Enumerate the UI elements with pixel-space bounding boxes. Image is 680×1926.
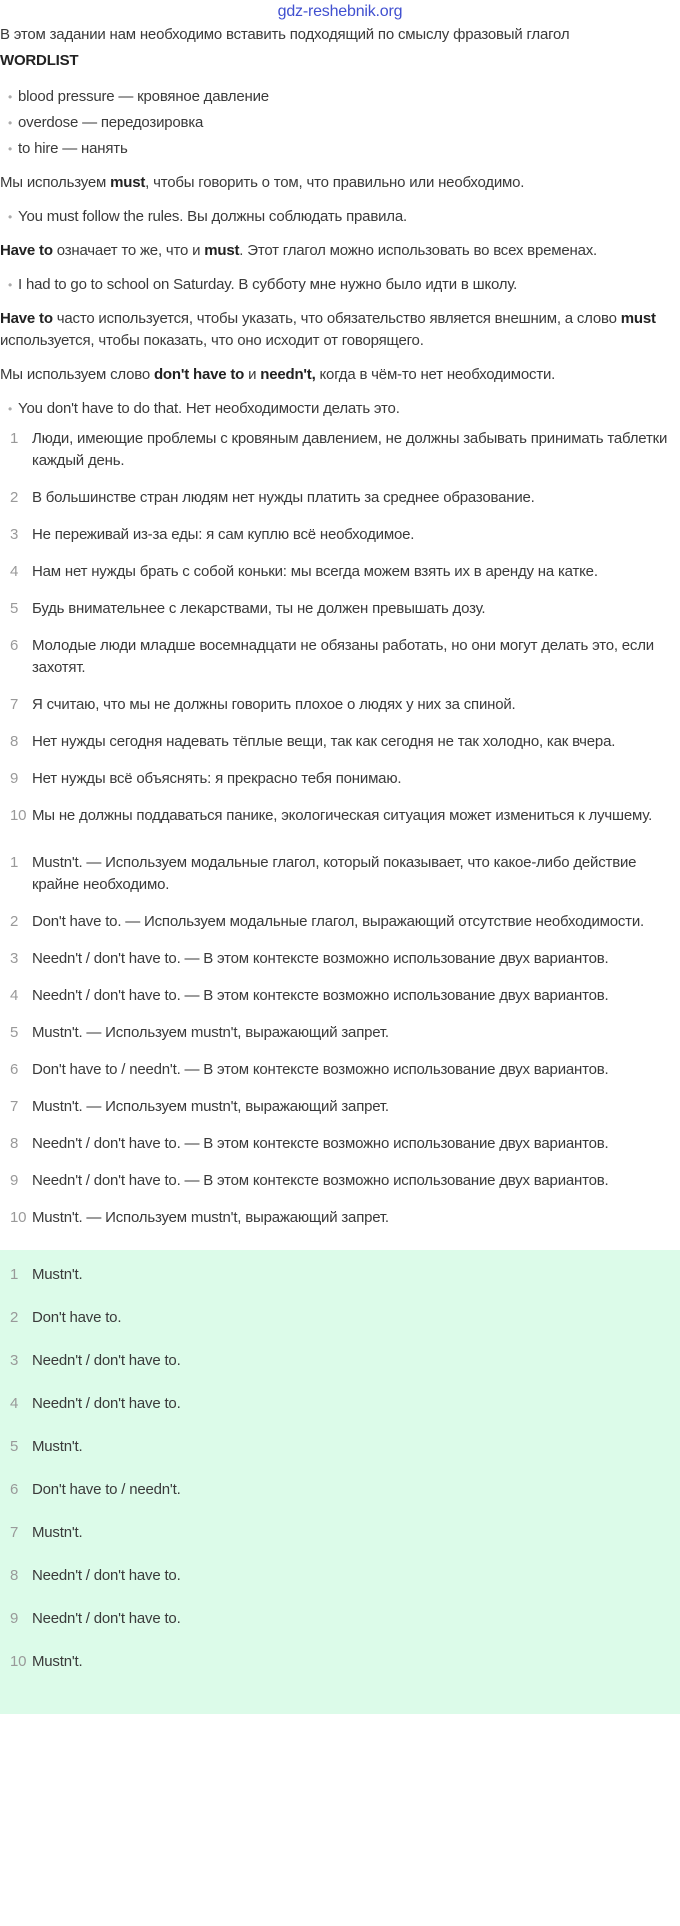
translation-item bbox=[0, 598, 680, 620]
wordlist-title: WORDLIST bbox=[0, 52, 79, 69]
item-number: 6 bbox=[10, 1061, 19, 1078]
item-text: Mustn't. bbox=[32, 1653, 83, 1670]
item-text: Don't have to. — Используем модальные глагол, выражающий отсутствие необходимости. bbox=[32, 913, 644, 930]
text: . Этот глагол можно использовать во всех временах. bbox=[239, 242, 597, 259]
translation-item bbox=[0, 805, 680, 827]
translation-item bbox=[0, 694, 680, 716]
answer-item bbox=[0, 1307, 680, 1329]
answer-item bbox=[0, 1608, 680, 1630]
item-number: 4 bbox=[10, 1395, 19, 1412]
item-number: 1 bbox=[10, 430, 19, 447]
item-number: 8 bbox=[10, 1567, 19, 1584]
explanation-item bbox=[0, 911, 680, 933]
item-text: Needn't / don't have to. bbox=[32, 1352, 181, 1369]
item-number: 4 bbox=[10, 987, 19, 1004]
item-number: 8 bbox=[10, 733, 19, 750]
item-text: Мы не должны поддаваться панике, экологическая ситуация может измениться к лучшему. bbox=[32, 807, 653, 824]
item-text: Don't have to. bbox=[32, 1309, 122, 1326]
text: используется, чтобы показать, что оно исходит от говорящего. bbox=[0, 332, 424, 349]
wordlist-item: • to hire — нанять bbox=[0, 138, 680, 160]
text: означает то же, что и bbox=[52, 242, 205, 259]
item-text: Не переживай из-за еды: я сам куплю всё необходимое. bbox=[32, 526, 415, 543]
text: и bbox=[244, 366, 261, 383]
answer-item bbox=[0, 1565, 680, 1587]
header-watermark: gdz-reshebnik.org bbox=[277, 3, 403, 20]
example: • You don't have to do that. Нет необходимости делать это. bbox=[0, 398, 680, 420]
item-text: Нет нужды сегодня надевать тёплые вещи, так как сегодня не так холодно, как вчера. bbox=[32, 733, 616, 750]
theory-paragraph bbox=[0, 308, 672, 352]
item-text: Mustn't. bbox=[32, 1524, 83, 1541]
explanation-item bbox=[0, 1133, 680, 1155]
translation-item bbox=[0, 731, 680, 753]
item-text: Mustn't. — Используем модальные глагол, который показывает, что какое-либо действие крайне необходимо. bbox=[32, 854, 637, 893]
bold-term: don't have to bbox=[153, 366, 245, 383]
item-text: Needn't / don't have to. — В этом контексте возможно использование двух вариантов. bbox=[32, 1135, 609, 1152]
item-number: 10 bbox=[10, 807, 27, 824]
answer-item bbox=[0, 1651, 680, 1673]
item-text: Mustn't. — Используем mustn't, выражающий запрет. bbox=[32, 1024, 389, 1041]
item-number: 5 bbox=[10, 1024, 19, 1041]
explanation-item bbox=[0, 1059, 680, 1081]
item-number: 7 bbox=[10, 696, 19, 713]
explanation-item bbox=[0, 948, 680, 970]
answer-item bbox=[0, 1393, 680, 1415]
item-text: Я считаю, что мы не должны говорить плохое о людях у них за спиной. bbox=[32, 696, 516, 713]
item-number: 3 bbox=[10, 1352, 19, 1369]
item-text: Needn't / don't have to. bbox=[32, 1567, 181, 1584]
item-number: 3 bbox=[10, 950, 19, 967]
item-text: Будь внимательнее с лекарствами, ты не должен превышать дозу. bbox=[32, 600, 486, 617]
example: • I had to go to school on Saturday. В субботу мне нужно было идти в школу. bbox=[0, 274, 680, 296]
theory-paragraph bbox=[0, 172, 672, 194]
item-number: 9 bbox=[10, 1172, 19, 1189]
item-number: 6 bbox=[10, 1481, 19, 1498]
text: Мы используем bbox=[0, 174, 111, 191]
translation-item bbox=[0, 487, 680, 509]
item-number: 5 bbox=[10, 1438, 19, 1455]
translation-item bbox=[0, 635, 680, 679]
wordlist-item: • blood pressure — кровяное давление bbox=[0, 86, 680, 108]
bold-term: must bbox=[620, 310, 656, 327]
item-number: 10 bbox=[10, 1209, 27, 1226]
item-number: 6 bbox=[10, 637, 19, 654]
example: • You must follow the rules. Вы должны соблюдать правила. bbox=[0, 206, 680, 228]
bold-term: must bbox=[204, 242, 240, 259]
item-text: Mustn't. bbox=[32, 1266, 83, 1283]
bold-term: Have to bbox=[0, 242, 53, 259]
text: , чтобы говорить о том, что правильно или необходимо. bbox=[145, 174, 525, 191]
item-number: 7 bbox=[10, 1098, 19, 1115]
item-number: 3 bbox=[10, 526, 19, 543]
theory-paragraph bbox=[0, 364, 672, 386]
item-text: Нет нужды всё объяснять: я прекрасно тебя понимаю. bbox=[32, 770, 402, 787]
explanations-list bbox=[0, 848, 680, 1250]
item-number: 7 bbox=[10, 1524, 19, 1541]
answer-item bbox=[0, 1436, 680, 1458]
explanation-item bbox=[0, 1170, 680, 1192]
item-text: Нам нет нужды брать с собой коньки: мы всегда можем взять их в аренду на катке. bbox=[32, 563, 598, 580]
text: часто используется, чтобы указать, что обязательство является внешним, а слово bbox=[52, 310, 621, 327]
translation-item bbox=[0, 524, 680, 546]
explanation-item bbox=[0, 985, 680, 1007]
item-number: 9 bbox=[10, 770, 19, 787]
explanation-item bbox=[0, 852, 680, 896]
bold-term: must bbox=[110, 174, 146, 191]
text: Мы используем слово bbox=[0, 366, 154, 383]
item-number: 8 bbox=[10, 1135, 19, 1152]
item-number: 10 bbox=[10, 1653, 27, 1670]
answer-item bbox=[0, 1522, 680, 1544]
item-text: Mustn't. — Используем mustn't, выражающий запрет. bbox=[32, 1098, 389, 1115]
item-number: 2 bbox=[10, 1309, 19, 1326]
item-text: Mustn't. bbox=[32, 1438, 83, 1455]
intro-text: В этом задании нам необходимо вставить подходящий по смыслу фразовый глагол bbox=[0, 26, 570, 43]
theory-paragraph bbox=[0, 240, 672, 262]
item-number: 4 bbox=[10, 563, 19, 580]
item-text: Needn't / don't have to. — В этом контексте возможно использование двух вариантов. bbox=[32, 987, 609, 1004]
item-number: 2 bbox=[10, 489, 19, 506]
translations-list bbox=[0, 424, 680, 848]
item-text: Mustn't. — Используем mustn't, выражающий запрет. bbox=[32, 1209, 389, 1226]
item-text: Needn't / don't have to. — В этом контексте возможно использование двух вариантов. bbox=[32, 950, 609, 967]
item-text: Don't have to / needn't. — В этом контексте возможно использование двух вариантов. bbox=[32, 1061, 609, 1078]
translation-item bbox=[0, 561, 680, 583]
item-text: Needn't / don't have to. — В этом контексте возможно использование двух вариантов. bbox=[32, 1172, 609, 1189]
explanation-item bbox=[0, 1096, 680, 1118]
item-number: 2 bbox=[10, 913, 19, 930]
answer-item bbox=[0, 1479, 680, 1501]
translation-item bbox=[0, 428, 680, 472]
answer-item bbox=[0, 1350, 680, 1372]
item-text: Молодые люди младше восемнадцати не обязаны работать, но они могут делать это, если захотят. bbox=[32, 637, 654, 676]
item-text: Don't have to / needn't. bbox=[32, 1481, 181, 1498]
bold-term: needn't, bbox=[260, 366, 316, 383]
explanation-item bbox=[0, 1207, 680, 1229]
answers-panel bbox=[0, 1250, 680, 1714]
item-text: Люди, имеющие проблемы с кровяным давлением, не должны забывать принимать таблетки каждый день. bbox=[32, 430, 668, 469]
item-text: Needn't / don't have to. bbox=[32, 1610, 181, 1627]
item-text: В большинстве стран людям нет нужды платить за среднее образование. bbox=[32, 489, 535, 506]
bold-term: Have to bbox=[0, 310, 53, 327]
answer-item bbox=[0, 1264, 680, 1286]
item-text: Needn't / don't have to. bbox=[32, 1395, 181, 1412]
item-number: 1 bbox=[10, 1266, 19, 1283]
item-number: 1 bbox=[10, 854, 19, 871]
explanation-item bbox=[0, 1022, 680, 1044]
text: когда в чём-то нет необходимости. bbox=[315, 366, 556, 383]
item-number: 5 bbox=[10, 600, 19, 617]
item-number: 9 bbox=[10, 1610, 19, 1627]
wordlist-item: • overdose — передозировка bbox=[0, 112, 680, 134]
translation-item bbox=[0, 768, 680, 790]
